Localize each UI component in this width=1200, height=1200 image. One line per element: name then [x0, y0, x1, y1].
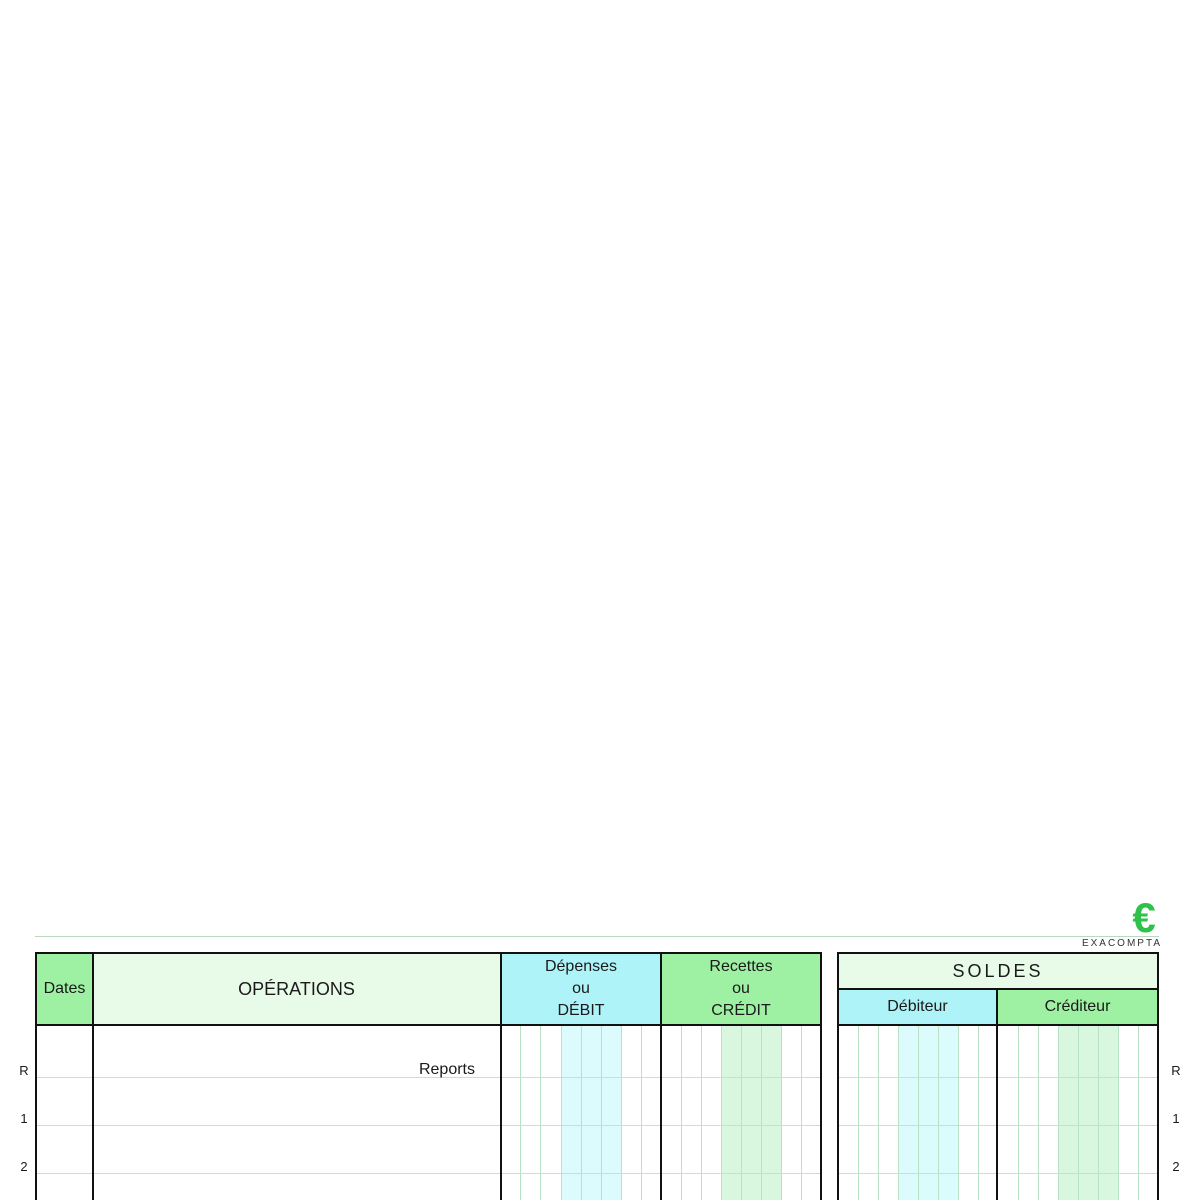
border	[35, 952, 822, 954]
row-rule-2	[37, 1173, 1157, 1174]
header-recettes-line1: Recettes	[709, 958, 773, 975]
header-recettes-line2: ou	[732, 980, 750, 997]
header-dates-label: Dates	[43, 980, 86, 997]
top-rule	[35, 936, 1159, 937]
border	[837, 1024, 1159, 1026]
border	[35, 952, 37, 1200]
header-soldes	[839, 954, 1157, 988]
border	[820, 952, 822, 1200]
border	[35, 1024, 822, 1026]
row-label-right-1: 1	[1172, 1111, 1180, 1126]
header-depenses-line2: ou	[572, 980, 590, 997]
row-rule-r	[37, 1077, 1157, 1078]
header-operations-label: OPÉRATIONS	[238, 979, 355, 999]
column-gap	[822, 953, 837, 1200]
header-recettes	[662, 954, 820, 1024]
row-label-right-r: R	[1171, 1063, 1181, 1078]
border	[500, 952, 502, 1200]
border	[92, 952, 94, 1200]
border	[837, 952, 1159, 954]
header-soldes-label: SOLDES	[952, 961, 1044, 981]
header-crediteur	[998, 990, 1157, 1024]
header-depenses	[502, 954, 660, 1024]
border	[837, 952, 839, 1200]
row-label-left-1: 1	[20, 1111, 28, 1126]
header-debiteur	[839, 990, 996, 1024]
border	[660, 952, 662, 1200]
header-depenses-line1: Dépenses	[544, 958, 618, 975]
header-crediteur-label: Créditeur	[1044, 998, 1111, 1015]
row-rule-1	[37, 1125, 1157, 1126]
row-label-right-2: 2	[1172, 1159, 1180, 1174]
border	[1157, 952, 1159, 1200]
reports-label: Reports	[418, 1061, 475, 1078]
header-debiteur-label: Débiteur	[887, 998, 948, 1015]
row-label-left-2: 2	[20, 1159, 28, 1174]
border	[837, 988, 1159, 990]
euro-logo-icon: €	[1132, 894, 1156, 941]
row-label-left-r: R	[19, 1063, 29, 1078]
header-dates	[37, 954, 92, 1024]
header-recettes-line3: CRÉDIT	[711, 1002, 771, 1019]
border	[996, 988, 998, 1200]
brand-name: EXACOMPTA	[1081, 938, 1162, 949]
header-operations	[93, 954, 500, 1024]
header-depenses-line3: DÉBIT	[557, 1002, 605, 1019]
